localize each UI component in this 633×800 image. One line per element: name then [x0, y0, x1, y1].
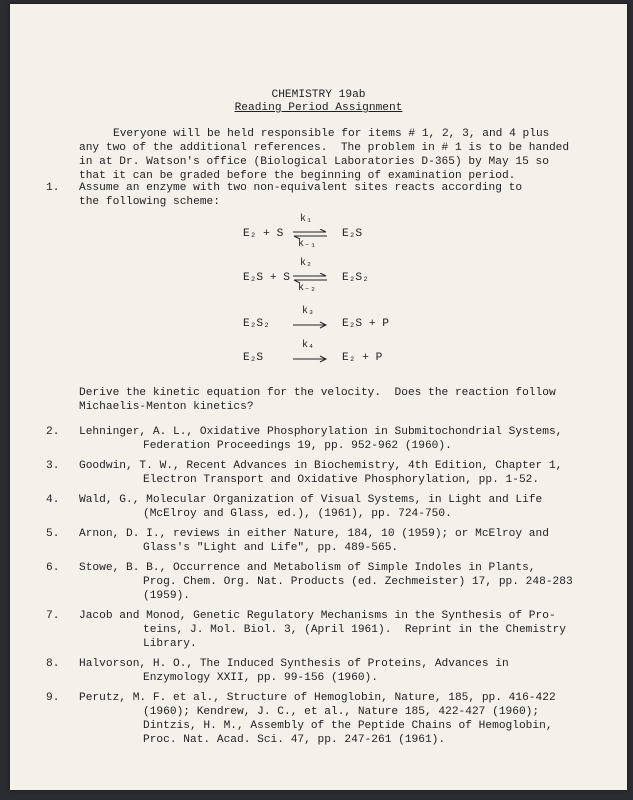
- reference-number: 6.: [46, 562, 60, 574]
- reference-line: Glass's "Light and Life", pp. 489-565.: [143, 542, 399, 554]
- rate-constant-forward: k₄: [302, 340, 315, 351]
- reference-line: Goodwin, T. W., Recent Advances in Biochemistry, 4th Edition, Chapter 1,: [79, 460, 563, 472]
- course-title: CHEMISTRY 19ab: [271, 89, 366, 101]
- reference-line: (McElroy and Glass, ed.), (1961), pp. 724-750.: [143, 508, 452, 520]
- rate-constant-forward: k₃: [302, 306, 315, 317]
- reference-line: Federation Proceedings 19, pp. 952-962 (1960).: [143, 440, 452, 452]
- reference-line: Halvorson, H. O., The Induced Synthesis of Proteins, Advances in: [79, 658, 509, 670]
- reference-number: 4.: [46, 494, 60, 506]
- intro-line: that it can be graded before the beginning of examination period.: [79, 170, 516, 182]
- reference-number: 3.: [46, 460, 60, 472]
- reference-number: 9.: [46, 692, 60, 704]
- reactants: E₂S + S: [243, 272, 290, 284]
- forward-arrow-icon: [292, 355, 328, 363]
- intro-line: in at Dr. Watson's office (Biological Laboratories D-365) by May 15 so: [79, 156, 549, 168]
- products: E₂S₂: [342, 272, 369, 284]
- item-number: 1.: [46, 182, 60, 194]
- reactants: E₂S₂: [243, 318, 270, 330]
- products: E₂S: [342, 228, 363, 240]
- rate-constant-forward: k₁: [300, 214, 313, 225]
- intro-line: Everyone will be held responsible for items # 1, 2, 3, and 4 plus: [113, 128, 550, 140]
- document-page: [10, 4, 627, 790]
- reference-line: Enzymology XXII, pp. 99-156 (1960).: [143, 672, 378, 684]
- reference-line: Perutz, M. F. et al., Structure of Hemoglobin, Nature, 185, pp. 416-422: [79, 692, 556, 704]
- reference-line: Dintzis, H. M., Assembly of the Peptide Chains of Hemoglobin,: [143, 720, 553, 732]
- reference-line: Lehninger, A. L., Oxidative Phosphorylation in Submitochondrial Systems,: [79, 426, 563, 438]
- reference-line: Library.: [143, 638, 197, 650]
- reference-line: Wald, G., Molecular Organization of Visual Systems, in Light and Life: [79, 494, 543, 506]
- reference-line: Proc. Nat. Acad. Sci. 47, pp. 247-261 (1961).: [143, 734, 446, 746]
- reference-number: 5.: [46, 528, 60, 540]
- assignment-title: Reading Period Assignment: [234, 102, 403, 114]
- products: E₂ + P: [342, 352, 383, 364]
- reference-line: Stowe, B. B., Occurrence and Metabolism of Simple Indoles in Plants,: [79, 562, 536, 574]
- rate-constant-forward: k₂: [300, 258, 313, 269]
- item-line: the following scheme:: [79, 196, 220, 208]
- reference-number: 7.: [46, 610, 60, 622]
- reference-line: teins, J. Mol. Biol. 3, (April 1961). Reprint in the Chemistry: [143, 624, 566, 636]
- reactants: E₂S: [243, 352, 264, 364]
- reference-line: Arnon, D. I., reviews in either Nature, 184, 10 (1959); or McElroy and: [79, 528, 549, 540]
- forward-arrow-icon: [292, 321, 328, 329]
- reactants: E₂ + S: [243, 228, 284, 240]
- intro-line: any two of the additional references. The problem in # 1 is to be handed: [79, 142, 570, 154]
- reference-line: Electron Transport and Oxidative Phosphorylation, pp. 1-52.: [143, 474, 540, 486]
- question-line: Derive the kinetic equation for the velocity. Does the reaction follow: [79, 387, 556, 399]
- item-line: Assume an enzyme with two non-equivalent sites reacts according to: [79, 182, 523, 194]
- reference-line: (1959).: [143, 590, 190, 602]
- products: E₂S + P: [342, 318, 389, 330]
- rate-constant-reverse: k₋₂: [298, 283, 317, 294]
- reference-number: 2.: [46, 426, 60, 438]
- reference-number: 8.: [46, 658, 60, 670]
- reference-line: Jacob and Monod, Genetic Regulatory Mechanisms in the Synthesis of Pro-: [79, 610, 556, 622]
- reference-line: Prog. Chem. Org. Nat. Products (ed. Zechmeister) 17, pp. 248-283: [143, 576, 573, 588]
- rate-constant-reverse: k₋₁: [298, 239, 317, 250]
- question-line: Michaelis-Menton kinetics?: [79, 401, 254, 413]
- reference-line: (1960); Kendrew, J. C., et al., Nature 185, 422-427 (1960);: [143, 706, 540, 718]
